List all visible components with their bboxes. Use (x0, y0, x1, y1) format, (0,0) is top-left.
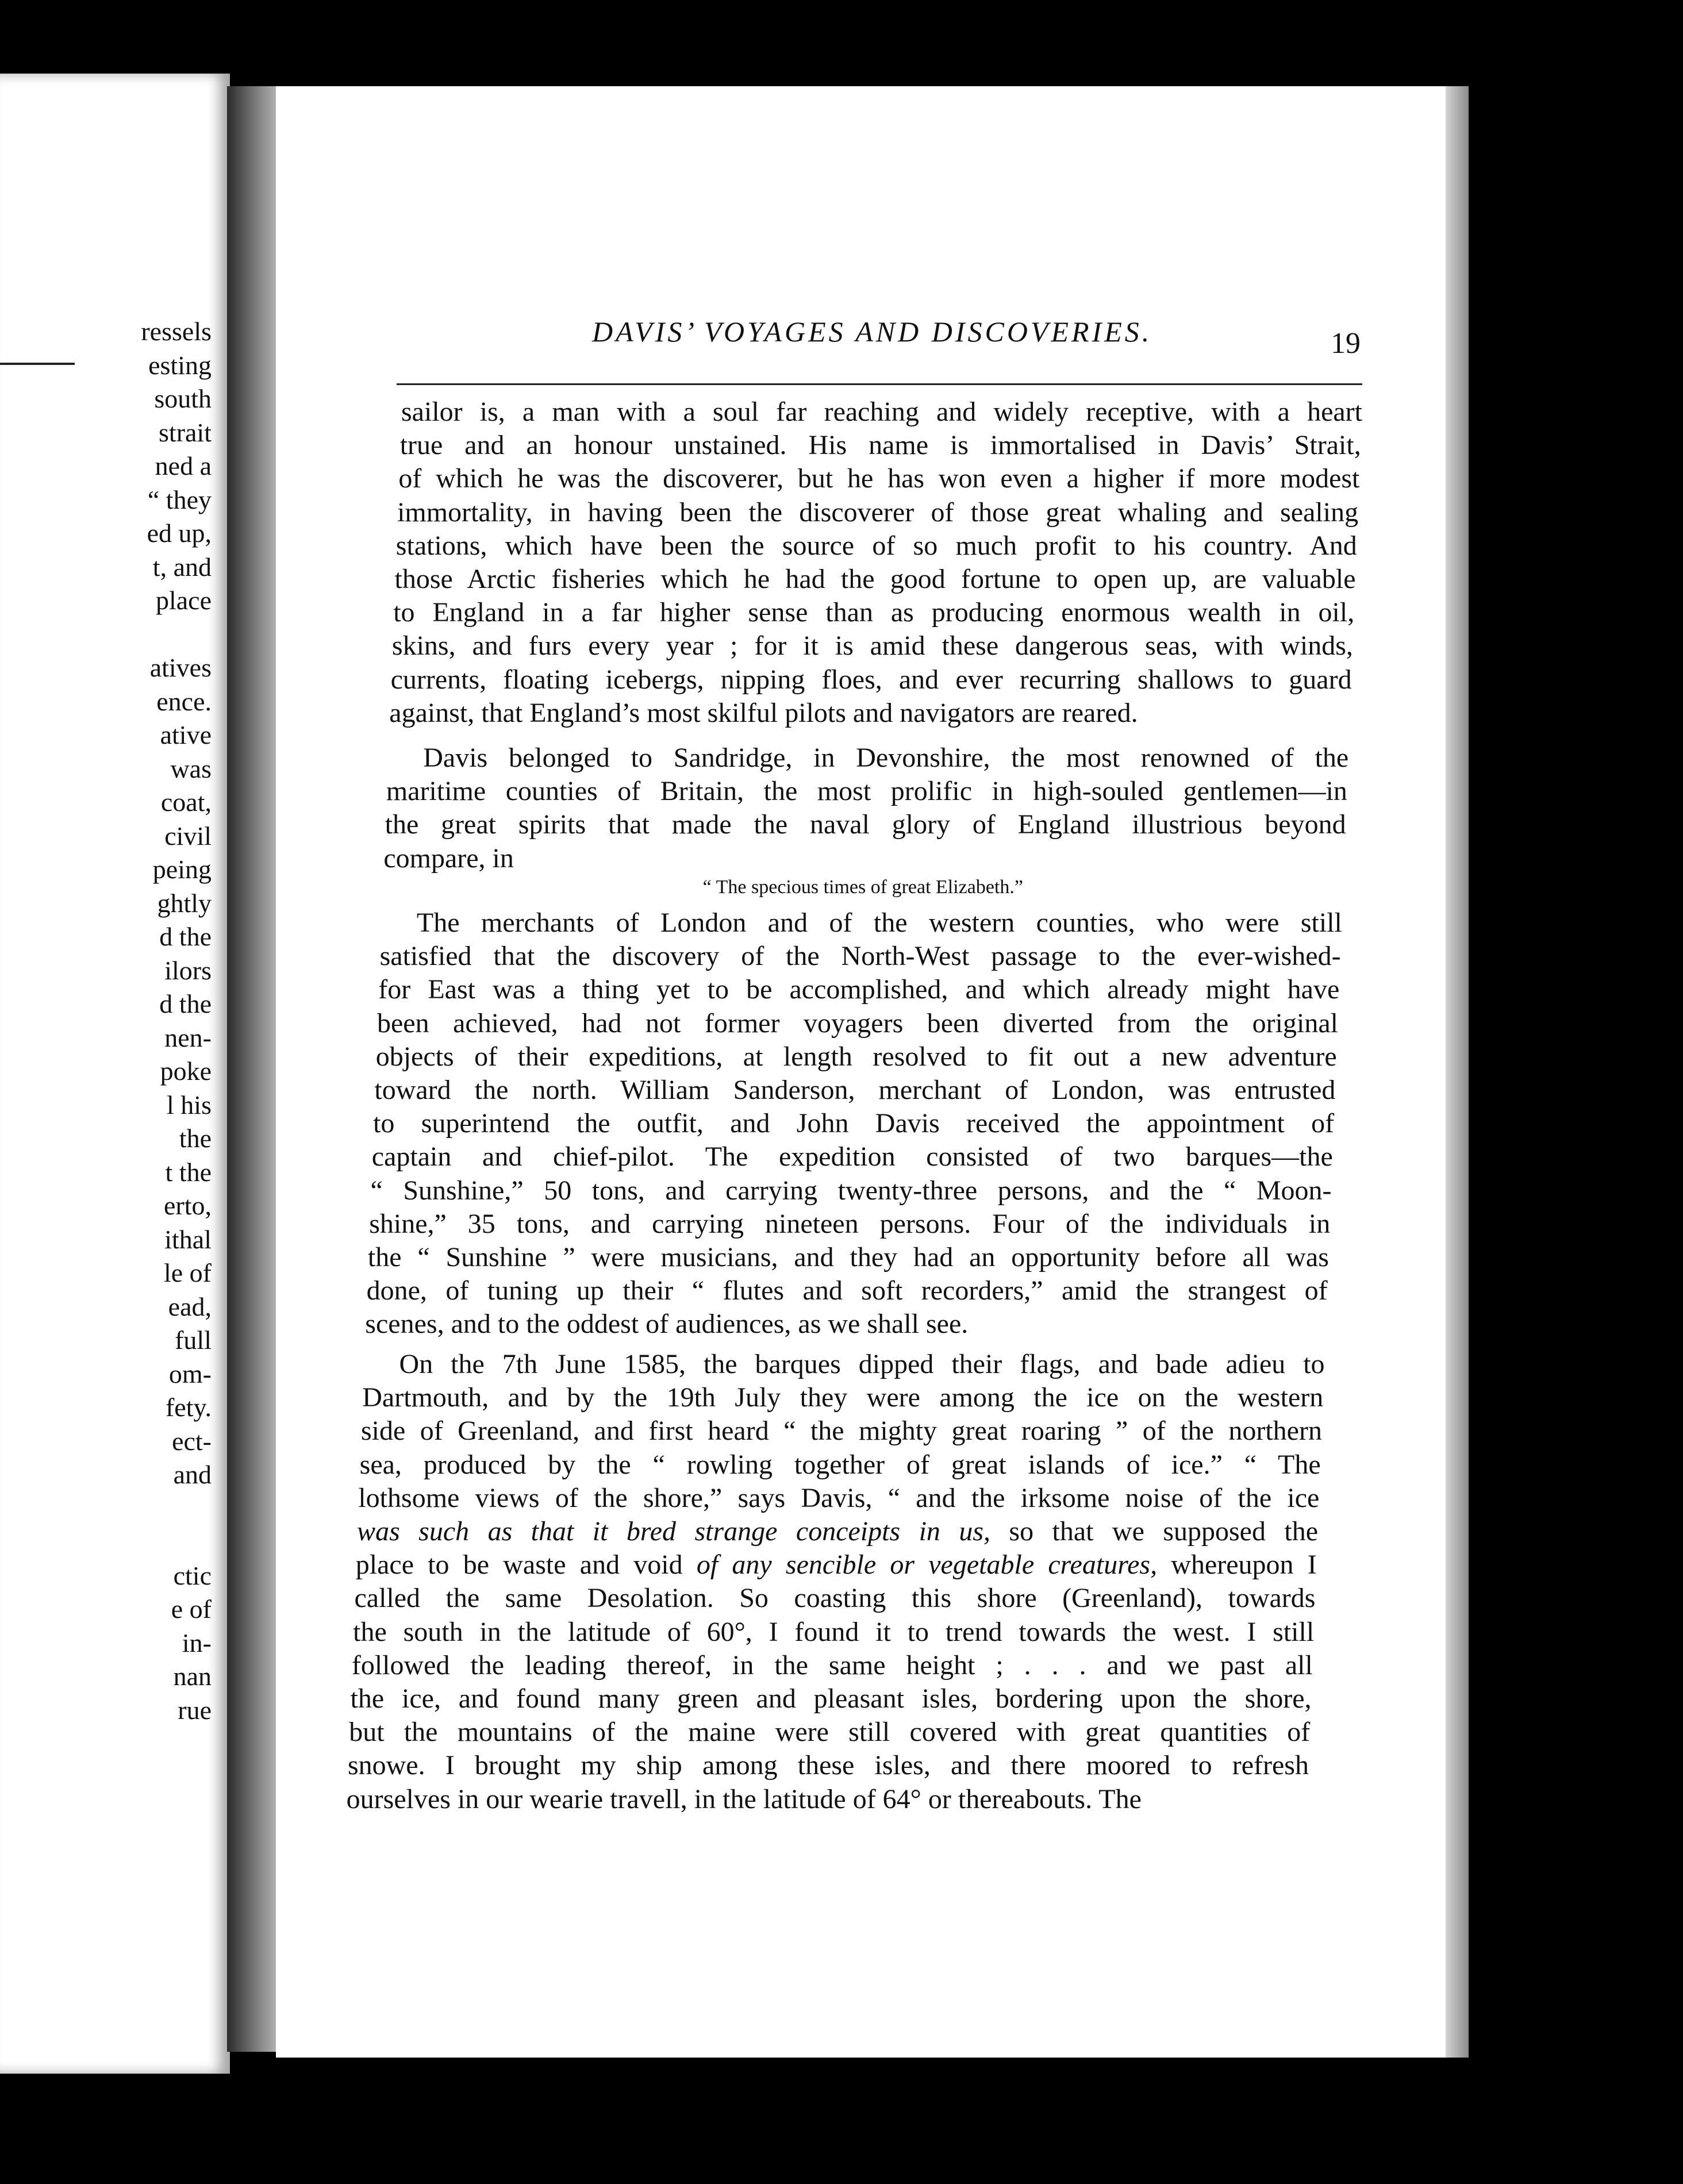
text-line: to superintend the outfit, and John Davis received the appointment of (373, 1108, 1335, 1139)
text-segment: of any sencible or vegetable creatures, (696, 1549, 1158, 1581)
left-page-line: peing (152, 855, 212, 884)
running-header: DAVIS’ VOYAGES AND DISCOVERIES. (592, 316, 1152, 348)
text-line: objects of their expeditions, at length resolved to fit out a new adventure (375, 1041, 1337, 1072)
left-page-line: ed up, (147, 518, 212, 548)
left-page-line: in- (182, 1628, 212, 1658)
left-page-line: “ they (147, 485, 212, 514)
text-line: been achieved, had not former voyagers been diverted from the original (376, 1008, 1338, 1039)
left-page-line: ead, (168, 1291, 212, 1321)
text-line: for East was a thing yet to be accomplished, and which already might have (378, 974, 1340, 1005)
header-rule (397, 383, 1362, 385)
text-line: Davis belonged to Sandridge, in Devonshire, the most renowned of the (423, 743, 1349, 773)
left-page-line: d the (159, 922, 212, 951)
left-page-header-rule (0, 363, 75, 365)
text-line: immortality, in having been the discoverer of those great whaling and sealing (397, 497, 1359, 528)
text-line: snowe. I brought my ship among these isles, and there moored to refresh (347, 1750, 1309, 1781)
text-segment: whereupon I (1157, 1549, 1317, 1581)
epigraph-quote: “ The specious times of great Elizabeth.” (702, 876, 1023, 898)
text-line: but the mountains of the maine were still covered with great quantities of (349, 1717, 1311, 1748)
text-line: toward the north. William Sanderson, merchant of London, was entrusted (374, 1075, 1336, 1105)
text-line: called the same Desolation. So coasting this shore (Greenland), towards (354, 1583, 1316, 1614)
left-page-line: south (154, 384, 212, 413)
left-page-line: t, and (152, 552, 212, 582)
text-line: shine,” 35 tons, and carrying nineteen persons. Four of the individuals in (369, 1208, 1331, 1239)
text-line: side of Greenland, and first heard “ the mighty great roaring ” of the northern (360, 1416, 1322, 1447)
left-page-line: was (170, 753, 212, 783)
left-page-line: ative (160, 720, 212, 749)
text-line: “ Sunshine,” 50 tons, and carrying twenty-three persons, and the “ Moon- (370, 1175, 1332, 1206)
page-edge (1446, 86, 1469, 2058)
left-page-line: nan (173, 1662, 212, 1691)
text-segment: was such as that it bred strange conceipts in us, (357, 1516, 991, 1547)
text-line: followed the leading thereof, in the same height ; . . . and we past all (351, 1649, 1313, 1681)
text-line: the “ Sunshine ” were musicians, and they had an opportunity before all was (367, 1242, 1329, 1272)
left-page-line: fety. (165, 1393, 212, 1422)
left-page-line: coat, (160, 787, 212, 817)
left-page-line: full (175, 1325, 212, 1355)
text-line: maritime counties of Britain, the most prolific in high-souled gentlemen—in (386, 776, 1347, 807)
text-line: satisfied that the discovery of the North-West passage to the ever-wished- (379, 941, 1341, 972)
text-line: of which he was the discoverer, but he has won even a higher if more modest (398, 463, 1360, 494)
left-page-line: nen- (164, 1022, 212, 1052)
page-number: 19 (1331, 327, 1361, 360)
left-page-line: ned a (155, 451, 212, 480)
left-page-line: ithal (164, 1224, 212, 1254)
left-page-line: om- (168, 1359, 212, 1389)
left-page-line: atives (149, 653, 212, 682)
left-page-line: ghtly (157, 888, 212, 918)
left-page-line: ence. (156, 686, 212, 716)
text-line: the great spirits that made the naval glory of England illustrious beyond (385, 809, 1346, 840)
text-line: true and an honour unstained. His name is immortalised in Davis’ Strait, (399, 430, 1361, 461)
left-page-line: esting (148, 350, 212, 380)
left-page-line: e of (171, 1594, 212, 1624)
text-line: sea, produced by the “ rowling together of great islands of ice.” “ The (359, 1449, 1321, 1480)
text-line: done, of tuning up their “ flutes and soft recorders,” amid the strangest of (366, 1275, 1328, 1306)
text-line: lothsome views of the shore,” says Davis, “ and the irksome noise of the ice (358, 1482, 1320, 1513)
text-line: sailor is, a man with a soul far reaching and widely receptive, with a heart (401, 397, 1362, 427)
left-page-line: d the (159, 989, 212, 1018)
text-line: currents, floating icebergs, nipping floes, and ever recurring shallows to guard (390, 664, 1352, 695)
left-page-line: strait (159, 417, 212, 447)
left-page-line: and (173, 1460, 212, 1489)
text-line: The merchants of London and of the western counties, who were still (416, 908, 1342, 938)
left-page-line: rue (178, 1695, 212, 1725)
left-page-line: ctic (173, 1560, 212, 1590)
left-page-line: ressels (141, 317, 212, 346)
text-line: the ice, and found many green and pleasant isles, bordering upon the shore, (350, 1683, 1312, 1714)
text-line: On the 7th June 1585, the barques dipped their flags, and bade adieu to (399, 1349, 1325, 1379)
text-line: Dartmouth, and by the 19th July they were among the ice on the western (362, 1382, 1324, 1413)
text-line: to England in a far higher sense than as producing enormous wealth in oil, (393, 597, 1355, 628)
text-segment: so that we supposed the (990, 1516, 1319, 1547)
text-line: scenes, and to the oddest of audiences, as we shall see. (365, 1309, 969, 1340)
text-line: skins, and furs every year ; for it is amid these dangerous seas, with winds, (391, 630, 1353, 662)
left-page-line: ilors (164, 955, 212, 985)
left-page-line: ect- (172, 1426, 212, 1456)
left-page-line: t the (165, 1157, 212, 1187)
left-page-line: civil (164, 821, 212, 851)
left-page-line: place (155, 586, 212, 615)
text-line (356, 1548, 1317, 1582)
left-page-line: the (179, 1124, 212, 1153)
text-line: against, that England’s most skilful pilots and navigators are reared. (389, 697, 1138, 728)
left-page-line: le of (163, 1258, 212, 1287)
left-page (0, 74, 230, 2074)
left-page-line: l his (167, 1090, 212, 1120)
left-page-line: poke (160, 1056, 212, 1086)
text-line: the south in the latitude of 60°, I found it to trend towards the west. I still (353, 1616, 1315, 1647)
text-line (357, 1515, 1318, 1548)
text-line: ourselves in our wearie travell, in the latitude of 64° or thereabouts. The (346, 1783, 1142, 1814)
left-page-line: erto, (163, 1191, 212, 1220)
text-line: compare, in (383, 843, 514, 874)
text-line: those Arctic fisheries which he had the good fortune to open up, are valuable (394, 564, 1356, 594)
text-segment: place to be waste and void (355, 1549, 697, 1581)
text-line: captain and chief-pilot. The expedition consisted of two barques—the (371, 1141, 1333, 1172)
text-line: stations, which have been the source of so much profit to his country. And (395, 530, 1357, 561)
